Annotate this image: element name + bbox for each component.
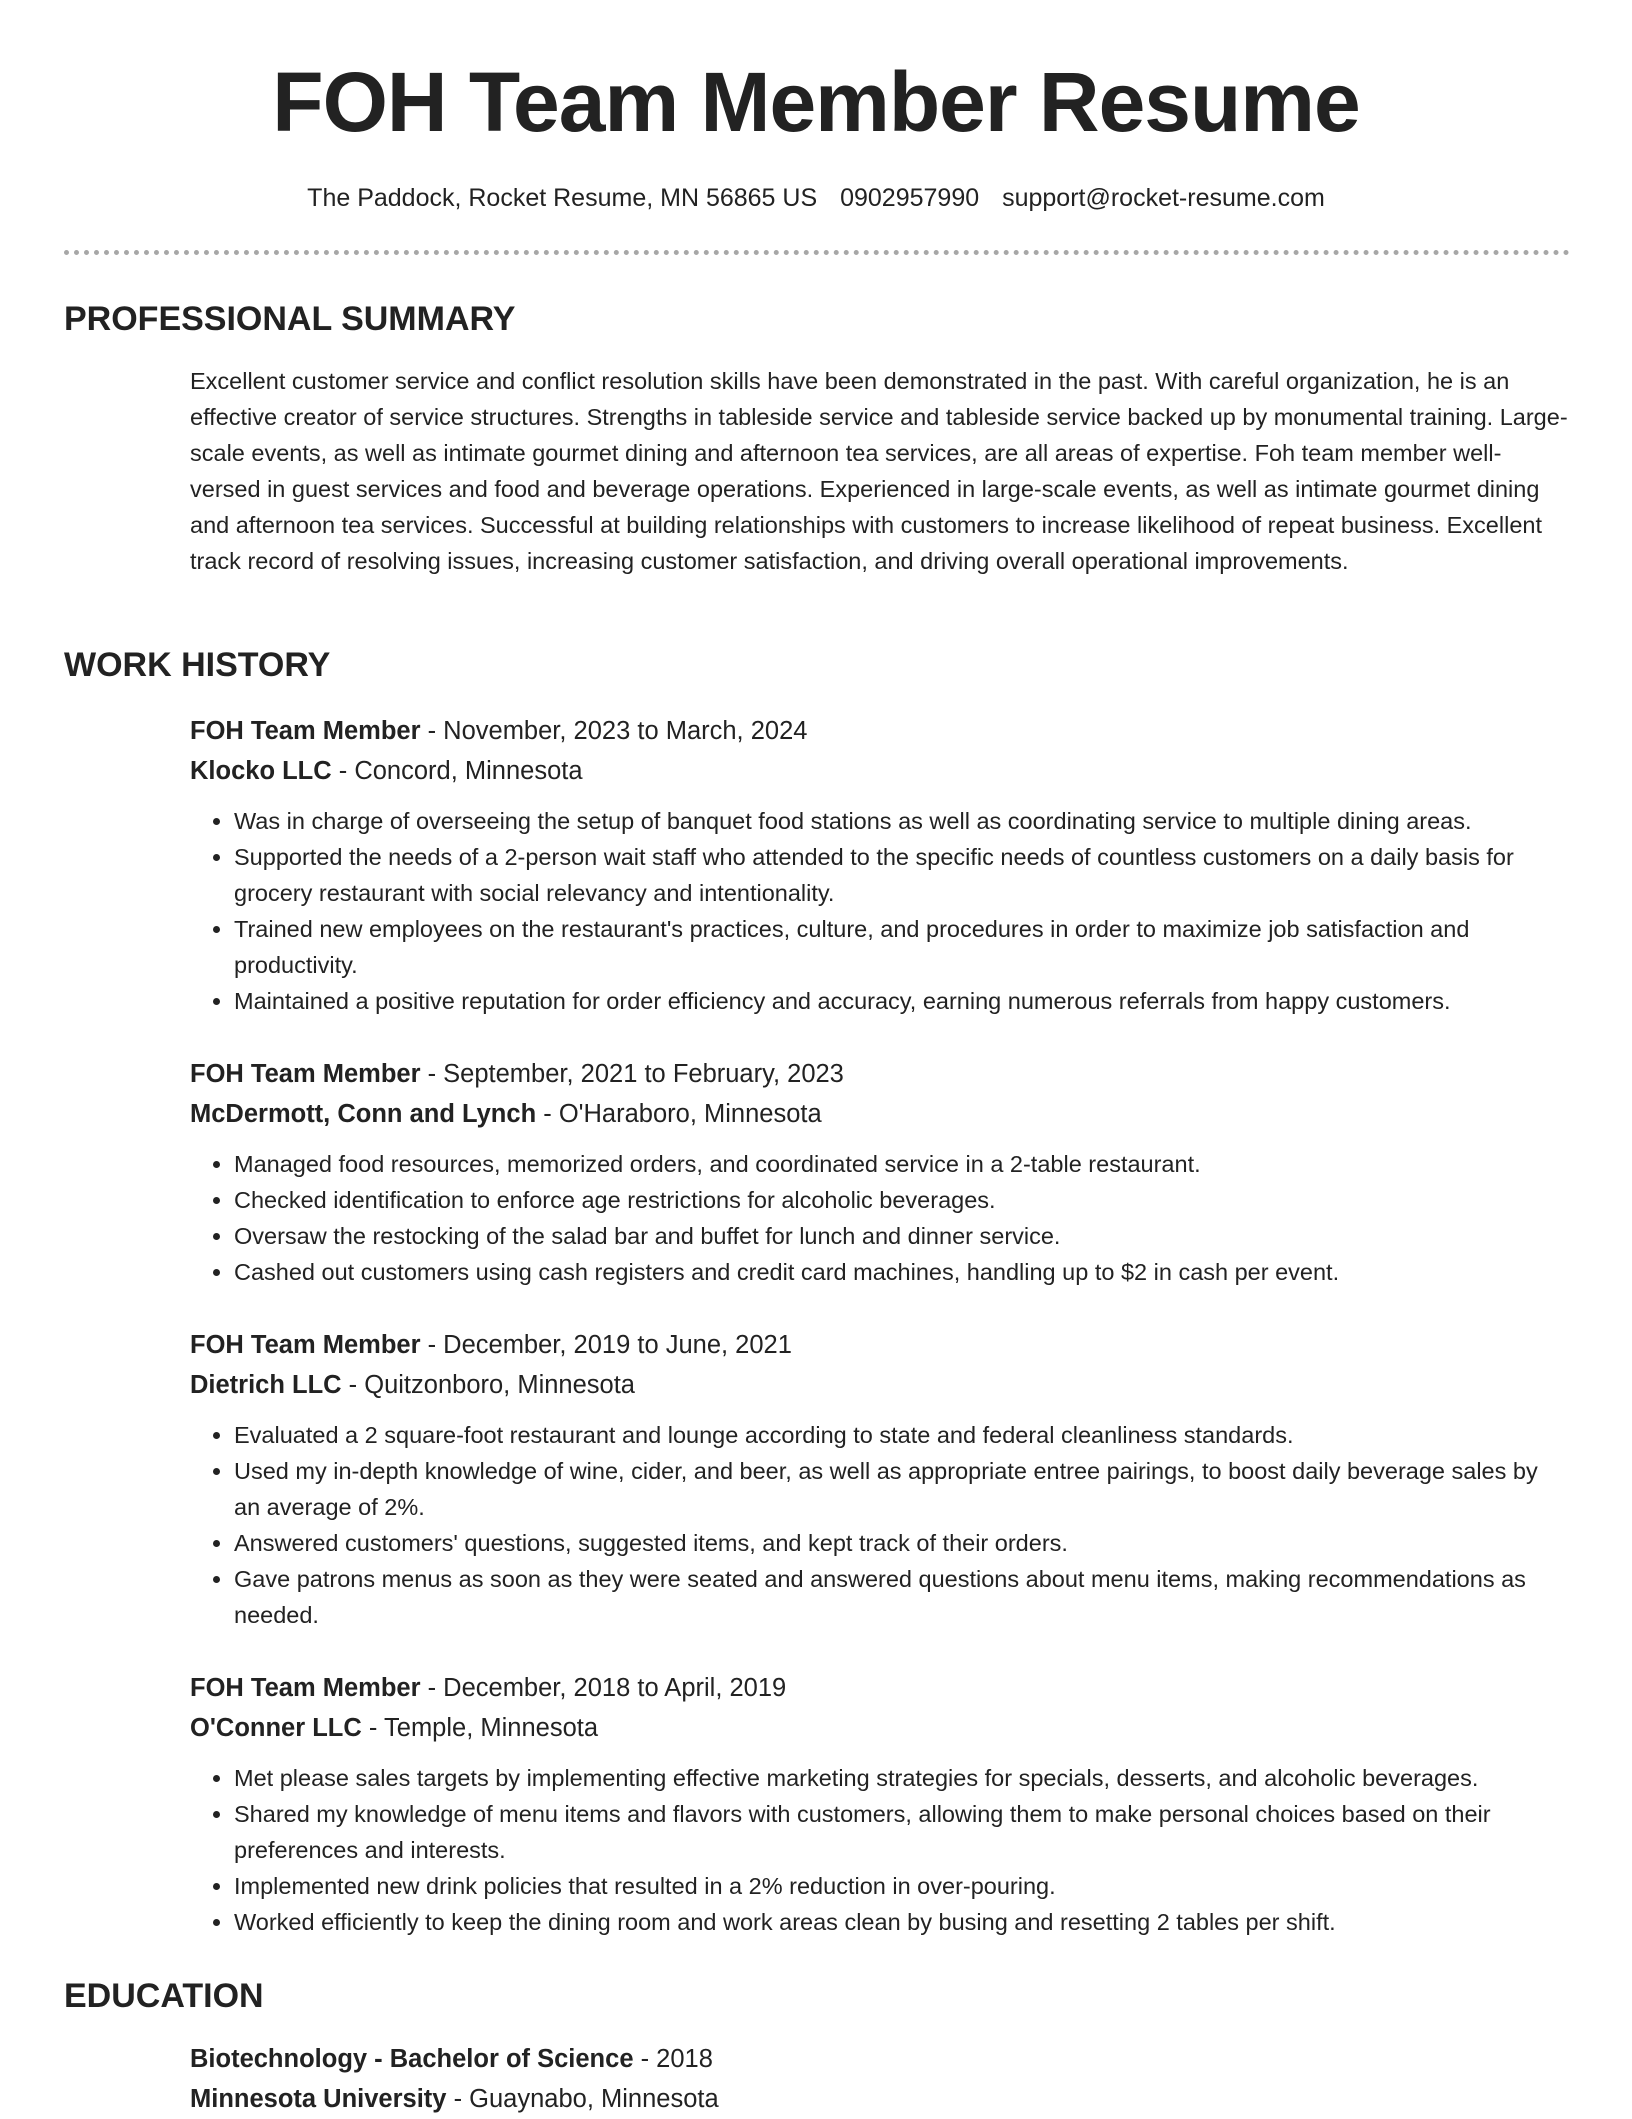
job-entry <box>190 1668 1570 1940</box>
job-title: FOH Team Member <box>190 1331 421 1359</box>
contact-phone: 0902957990 <box>840 184 980 212</box>
job-company-line <box>190 1094 1570 1134</box>
work-history-heading: WORK HISTORY <box>64 646 331 684</box>
job-dates: - September, 2021 to February, 2023 <box>420 1060 844 1088</box>
job-bullet: • Managed food resources, memorized orders, and coordinated service in a 2-table restaurant. <box>234 1146 1570 1182</box>
job-dates: - December, 2018 to April, 2019 <box>420 1674 787 1702</box>
job-bullet: • Used my in-depth knowledge of wine, cider, and beer, as well as appropriate entree pairings, to boost daily beverage sales by an average of 2%. <box>234 1453 1570 1525</box>
job-bullet: • Answered customers' questions, suggested items, and kept track of their orders. <box>234 1525 1570 1561</box>
job-bullet: • Worked efficiently to keep the dining room and work areas clean by busing and resetting 2 tables per shift. <box>234 1904 1570 1940</box>
job-company-line <box>190 751 1570 791</box>
summary-section <box>190 363 1570 579</box>
job-title-line <box>190 1668 1570 1708</box>
job-bullet-list <box>190 803 1570 1019</box>
job-bullet: • Was in charge of overseeing the setup of banquet food stations as well as coordinating service to multiple dining areas. <box>234 803 1570 839</box>
job-location: - Concord, Minnesota <box>331 757 583 785</box>
contact-email: support@rocket-resume.com <box>1002 184 1325 212</box>
job-location: - Quitzonboro, Minnesota <box>341 1371 635 1399</box>
job-title-line <box>190 1325 1570 1365</box>
job-dates: - November, 2023 to March, 2024 <box>420 717 808 745</box>
education-year: - 2018 <box>633 2045 713 2073</box>
contact-line <box>0 180 1632 216</box>
job-bullet: • Supported the needs of a 2-person wait staff who attended to the specific needs of countless customers on a daily basis for grocery restaurant with social relevancy and intentionality. <box>234 839 1570 911</box>
job-bullet: • Gave patrons menus as soon as they were seated and answered questions about menu items, making recommendations as needed. <box>234 1561 1570 1633</box>
job-title-line <box>190 1054 1570 1094</box>
job-company: Klocko LLC <box>190 757 332 785</box>
education-heading: EDUCATION <box>64 1977 264 2015</box>
education-school-line <box>190 2079 1570 2119</box>
job-bullet-list <box>190 1760 1570 1940</box>
header-divider <box>64 250 1570 255</box>
job-title-line <box>190 711 1570 751</box>
education-school: Minnesota University <box>190 2085 447 2113</box>
job-company: Dietrich LLC <box>190 1371 342 1399</box>
job-entry <box>190 1325 1570 1633</box>
job-title: FOH Team Member <box>190 1060 421 1088</box>
job-bullet: • Met please sales targets by implementing effective marketing strategies for specials, desserts, and alcoholic beverages. <box>234 1760 1570 1796</box>
summary-text: Excellent customer service and conflict resolution skills have been demonstrated in the past. With careful organization, he is an effective creator of service structures. Strengths in tableside service and tableside service backed up by monumental training. Large-scale events, as well as intimate gourmet dining and afternoon tea services, are all areas of expertise. Foh team member well-versed in guest services and food and beverage operations. Experienced in large-scale events, as well as intimate gourmet dining and afternoon tea services. Successful at building relationships with customers to increase likelihood of repeat business. Excellent track record of resolving issues, increasing customer satisfaction, and driving overall operational improvements. <box>190 368 1568 574</box>
education-location: - Guaynabo, Minnesota <box>446 2085 719 2113</box>
job-bullet: • Shared my knowledge of menu items and flavors with customers, allowing them to make personal choices based on their preferences and interests. <box>234 1796 1570 1868</box>
job-dates: - December, 2019 to June, 2021 <box>420 1331 792 1359</box>
job-bullet: • Cashed out customers using cash registers and credit card machines, handling up to $2 in cash per event. <box>234 1254 1570 1290</box>
resume-title: FOH Team Member Resume <box>272 55 1360 149</box>
job-company: McDermott, Conn and Lynch <box>190 1100 537 1128</box>
job-bullet: • Oversaw the restocking of the salad bar and buffet for lunch and dinner service. <box>234 1218 1570 1254</box>
job-title: FOH Team Member <box>190 717 421 745</box>
summary-heading: PROFESSIONAL SUMMARY <box>64 300 516 338</box>
job-bullet: • Implemented new drink policies that resulted in a 2% reduction in over-pouring. <box>234 1868 1570 1904</box>
education-degree-line <box>190 2039 1570 2079</box>
job-bullet: • Evaluated a 2 square-foot restaurant and lounge according to state and federal cleanliness standards. <box>234 1417 1570 1453</box>
job-location: - Temple, Minnesota <box>361 1714 599 1742</box>
job-bullet-list <box>190 1417 1570 1633</box>
job-bullet: • Trained new employees on the restaurant's practices, culture, and procedures in order to maximize job satisfaction and productivity. <box>234 911 1570 983</box>
job-bullet-list <box>190 1146 1570 1290</box>
job-bullet: • Maintained a positive reputation for order efficiency and accuracy, earning numerous referrals from happy customers. <box>234 983 1570 1019</box>
job-title: FOH Team Member <box>190 1674 421 1702</box>
job-company-line <box>190 1708 1570 1748</box>
job-company-line <box>190 1365 1570 1405</box>
education-entry <box>190 2039 1570 2119</box>
education-degree: Biotechnology - Bachelor of Science <box>190 2045 634 2073</box>
job-bullet: • Checked identification to enforce age restrictions for alcoholic beverages. <box>234 1182 1570 1218</box>
contact-address: The Paddock, Rocket Resume, MN 56865 US <box>307 184 818 212</box>
job-entry <box>190 711 1570 1019</box>
job-company: O'Conner LLC <box>190 1714 362 1742</box>
job-location: - O'Haraboro, Minnesota <box>536 1100 822 1128</box>
job-entry <box>190 1054 1570 1290</box>
